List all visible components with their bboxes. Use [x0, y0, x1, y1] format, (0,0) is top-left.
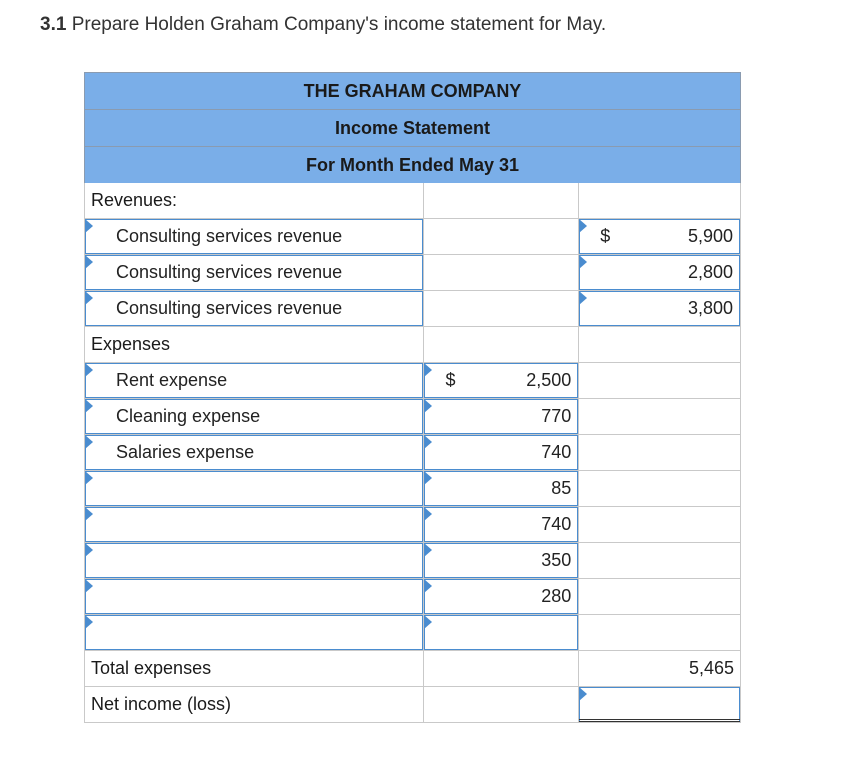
dropdown-marker-icon	[424, 399, 432, 413]
revenue-amount-input[interactable]: $ 5,900	[579, 219, 740, 254]
revenue-account-select[interactable]: Consulting services revenue	[85, 219, 423, 254]
expense-account-select[interactable]	[85, 543, 423, 578]
expense-account-select[interactable]	[85, 507, 423, 542]
expense-account-select[interactable]	[85, 615, 423, 650]
dropdown-marker-icon	[579, 219, 587, 233]
dollar-sign: $	[600, 226, 611, 246]
expense-amount-input[interactable]: $ 2,500	[424, 363, 578, 398]
dropdown-marker-icon	[85, 399, 93, 413]
revenue-account-select[interactable]: Consulting services revenue	[85, 291, 423, 326]
expense-amount-input[interactable]: 85	[424, 471, 578, 506]
expense-row	[85, 543, 741, 579]
expense-row	[85, 471, 741, 507]
revenue-amount-input[interactable]: 2,800	[579, 255, 740, 290]
expense-row	[85, 579, 741, 615]
dollar-sign: $	[445, 370, 456, 390]
dropdown-marker-icon	[85, 291, 93, 305]
expense-row	[85, 615, 741, 651]
net-income-row	[85, 687, 741, 723]
expense-row	[85, 507, 741, 543]
expense-account-select[interactable]	[85, 579, 423, 614]
expense-row	[85, 363, 741, 399]
expense-row	[85, 435, 741, 471]
statement-grid	[84, 183, 741, 723]
question-number: 3.1	[40, 14, 67, 35]
dropdown-marker-icon	[85, 615, 93, 629]
dropdown-marker-icon	[424, 579, 432, 593]
expense-amount-input[interactable]: 770	[424, 399, 578, 434]
revenue-account-select[interactable]: Consulting services revenue	[85, 255, 423, 290]
dropdown-marker-icon	[424, 507, 432, 521]
total-expenses-value: 5,465	[688, 658, 734, 678]
expense-amount-input[interactable]: 740	[424, 435, 578, 470]
revenue-amount-input[interactable]: 3,800	[579, 291, 740, 326]
dropdown-marker-icon	[579, 291, 587, 305]
expense-account-select[interactable]: Salaries expense	[85, 435, 423, 470]
revenue-row	[85, 219, 741, 255]
expense-account-select[interactable]	[85, 471, 423, 506]
statement-title: Income Statement	[84, 109, 741, 146]
total-expenses-label: Total expenses	[91, 658, 212, 678]
dropdown-marker-icon	[424, 471, 432, 485]
expense-account-select[interactable]: Cleaning expense	[85, 399, 423, 434]
expense-amount-input[interactable]: 280	[424, 579, 578, 614]
net-income-input[interactable]	[579, 687, 740, 722]
total-expenses-row	[85, 651, 741, 687]
revenue-row	[85, 255, 741, 291]
dropdown-marker-icon	[579, 687, 587, 701]
dropdown-marker-icon	[85, 255, 93, 269]
expense-amount-input[interactable]: 350	[424, 543, 578, 578]
expenses-label: Expenses	[91, 334, 171, 354]
revenue-row	[85, 291, 741, 327]
double-underline	[579, 719, 740, 722]
expense-amount-input[interactable]: 740	[424, 507, 578, 542]
net-income-label: Net income (loss)	[91, 694, 232, 714]
revenues-heading-row	[85, 183, 741, 219]
expenses-heading-row	[85, 327, 741, 363]
revenues-label: Revenues:	[91, 190, 178, 210]
dropdown-marker-icon	[85, 363, 93, 377]
dropdown-marker-icon	[424, 435, 432, 449]
income-statement-worksheet	[84, 72, 741, 723]
dropdown-marker-icon	[85, 579, 93, 593]
dropdown-marker-icon	[424, 363, 432, 377]
dropdown-marker-icon	[85, 507, 93, 521]
question-text	[40, 14, 606, 36]
dropdown-marker-icon	[85, 471, 93, 485]
statement-period: For Month Ended May 31	[84, 146, 741, 183]
dropdown-marker-icon	[579, 255, 587, 269]
question-prompt: Prepare Holden Graham Company's income statement for May.	[71, 14, 607, 35]
dropdown-marker-icon	[424, 543, 432, 557]
expense-row	[85, 399, 741, 435]
dropdown-marker-icon	[85, 435, 93, 449]
dropdown-marker-icon	[424, 615, 432, 629]
expense-account-select[interactable]: Rent expense	[85, 363, 423, 398]
dropdown-marker-icon	[85, 219, 93, 233]
dropdown-marker-icon	[85, 543, 93, 557]
company-name: THE GRAHAM COMPANY	[84, 72, 741, 109]
expense-amount-input[interactable]	[424, 615, 578, 650]
